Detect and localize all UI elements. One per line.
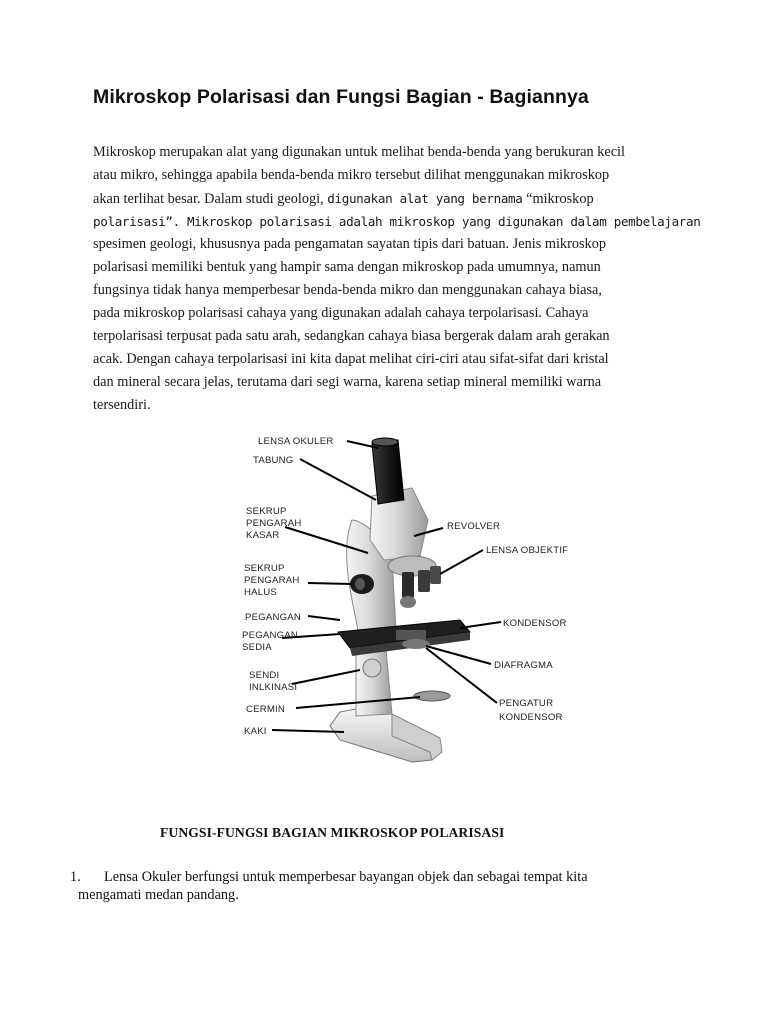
paragraph-line — [93, 210, 733, 233]
label-tabung: TABUNG — [253, 455, 294, 466]
label-cermin: CERMIN — [246, 704, 286, 715]
label-pengatur-kondensor: PENGATUR — [499, 698, 554, 709]
paragraph-line: atau mikro, sehingga apabila benda-benda mikro tersebut dilihat menggunakan mikroskop — [93, 167, 610, 183]
microscope-diagram — [234, 418, 582, 770]
paragraph-line: tersendiri. — [93, 397, 151, 413]
label-diafragma: DIAFRAGMA — [494, 660, 553, 671]
list-number: 1. — [70, 869, 81, 885]
label-sendi-inklinasi: SENDI — [249, 670, 280, 681]
paragraph-line: Mikroskop merupakan alat yang digunakan untuk melihat benda-benda yang berukuran kecil — [93, 144, 625, 160]
paragraph-fragment: “mikroskop — [526, 191, 594, 207]
label-pegangan-sedia: PEGANGAN — [242, 630, 298, 641]
label-kondensor: KONDENSOR — [503, 618, 567, 629]
paragraph-line: pada mikroskop polarisasi cahaya yang digunakan adalah cahaya terpolarisasi. Cahaya — [93, 305, 589, 321]
paragraph-line: terpolarisasi terpusat pada satu arah, sedangkan cahaya biasa bergerak dalam arah gerakan — [93, 328, 610, 344]
label-sekrup-kasar: SEKRUP — [246, 506, 287, 517]
paragraph-line: spesimen geologi, khususnya pada pengamatan sayatan tipis dari batuan. Jenis mikroskop — [93, 236, 606, 252]
label-pegangan: PEGANGAN — [245, 612, 301, 623]
label-revolver: REVOLVER — [447, 521, 501, 532]
section-heading: FUNGSI-FUNGSI BAGIAN MIKROSKOP POLARISASI — [160, 825, 505, 840]
paragraph-line — [93, 187, 733, 210]
label-sendi-inklinasi: INLKINASI — [249, 682, 298, 693]
functions-list — [70, 868, 690, 904]
list-item-line: mengamati medan pandang. — [78, 887, 239, 903]
label-lensa-okuler: LENSA OKULER — [258, 436, 334, 447]
label-lensa-objektif: LENSA OBJEKTIF — [486, 545, 569, 556]
list-item — [70, 868, 690, 904]
list-item-text — [70, 868, 690, 904]
paragraph-line: fungsinya tidak hanya memperbesar benda-benda mikro dan menggunakan cahaya biasa, — [93, 282, 602, 298]
intro-paragraph — [93, 141, 733, 417]
paragraph-line: acak. Dengan cahaya terpolarisasi ini kita dapat melihat ciri-ciri atau sifat-sifat dari kristal — [93, 351, 609, 367]
label-sekrup-halus: PENGARAH — [244, 575, 300, 586]
label-sekrup-halus: HALUS — [244, 587, 277, 598]
label-pegangan-sedia: SEDIA — [242, 642, 272, 653]
paragraph-fragment: digunakan alat yang bernama — [327, 191, 523, 206]
label-kaki: KAKI — [244, 726, 267, 737]
label-sekrup-kasar: KASAR — [246, 530, 280, 541]
paragraph-line: polarisasi memiliki bentuk yang hampir sama dengan mikroskop pada umumnya, namun — [93, 259, 601, 275]
paragraph-fragment: akan terlihat besar. Dalam studi geologi, — [93, 191, 324, 207]
label-pengatur-kondensor: KONDENSOR — [499, 712, 563, 723]
paragraph-fragment: . Mikroskop polarisasi adalah mikroskop yang digunakan dalam pembelajaran — [172, 214, 701, 229]
microscope-figure — [234, 418, 582, 770]
label-sekrup-kasar: PENGARAH — [246, 518, 302, 529]
list-item-line: Lensa Okuler berfungsi untuk memperbesar bayangan objek dan sebagai tempat kita — [104, 869, 588, 885]
paragraph-fragment: polarisasi” — [93, 214, 173, 229]
page-title: Mikroskop Polarisasi dan Fungsi Bagian - Bagiannya — [93, 86, 589, 108]
label-sekrup-halus: SEKRUP — [244, 563, 285, 574]
paragraph-line: dan mineral secara jelas, terutama dari segi warna, karena setiap mineral memiliki warna — [93, 374, 602, 390]
